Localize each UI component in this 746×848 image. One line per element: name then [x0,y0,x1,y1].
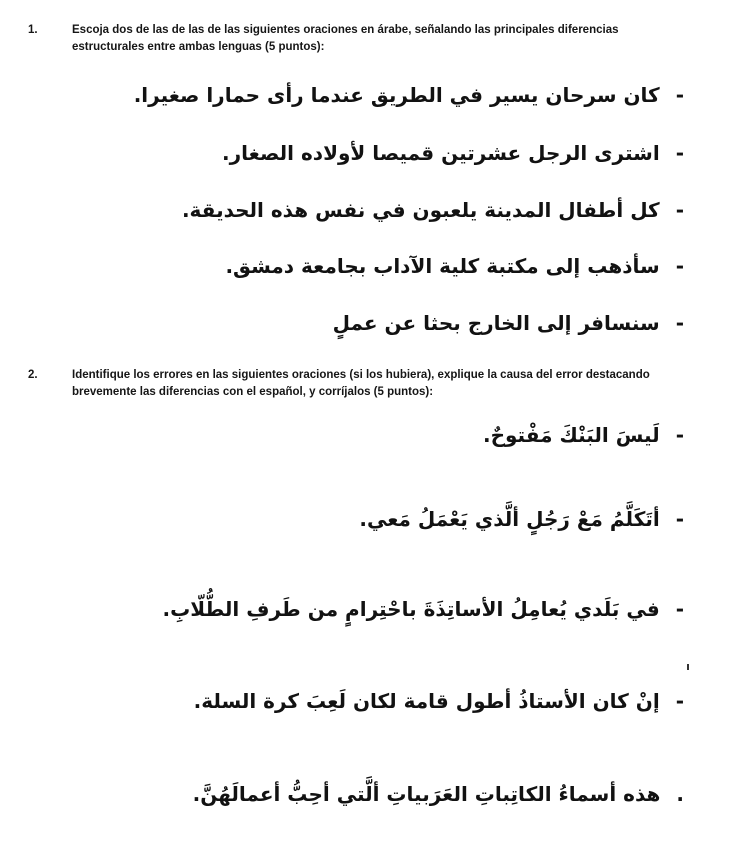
arabic-sentence: كل أطفال المدينة يلعبون في نفس هذه الحديقة. [181,198,660,222]
question-1-number: 1. [28,24,38,36]
list-dash: - [675,141,684,165]
q1-sentence-4 [225,251,684,281]
q1-sentence-3 [182,195,684,225]
list-dash: - [675,597,684,621]
arabic-sentence: لَيسَ البَنْكَ مَفْتوحٌ. [483,423,660,447]
arabic-sentence: أتَكَلَّمُ مَعْ رَجُلٍ ألَّذي يَعْمَلُ مَعي. [359,507,660,531]
arabic-sentence: في بَلَدي يُعامِلُ الأساتِذَةَ باحْتِرامٍ من طَرفِ الطُّلّابِ. [162,597,660,621]
list-dash: - [675,423,684,447]
question-2-prompt: Identifique los errores en las siguientes oraciones (si los hubiera), explique la causa del error destacando brevemente las diferencias con el español, y corríjalos (5 puntos): [72,369,650,398]
arabic-sentence: سنسافر إلى الخارج بحثا عن عملٍ [332,311,660,335]
arabic-sentence: اشترى الرجل عشرتين قميصا لأولاده الصغار. [222,141,660,165]
list-dash: - [675,507,684,531]
arabic-sentence: إنْ كان الأستاذُ أطول قامة لكان لَعِبَ كرة السلة. [193,689,660,713]
question-2-number: 2. [28,369,38,381]
list-dash: - [675,83,684,107]
arabic-sentence: هذه أسماءُ الكاتِباتِ العَرَبياتِ ألَّتي أحِبُّ أعمالَهُنَّ. [192,782,661,806]
q2-sentence-2 [359,504,684,534]
q2-sentence-3 [163,594,684,624]
q2-sentence-1 [483,420,684,450]
arabic-sentence: كان سرحان يسير في الطريق عندما رأى حمارا صغيرا. [133,83,660,107]
list-dash: - [675,689,684,713]
list-dash: - [675,311,684,335]
q1-sentence-1 [134,80,684,110]
list-dash: - [675,254,684,278]
q2-sentence-4 [194,686,684,716]
question-1-prompt: Escoja dos de las de las de las siguientes oraciones en árabe, señalando las principales diferencias estructurales entre ambas lenguas (5 puntos): [72,24,619,53]
list-dash: - [675,198,684,222]
arabic-sentence: سأذهب إلى مكتبة كلية الآداب بجامعة دمشق. [225,254,660,278]
stray-mark [687,664,689,670]
q2-sentence-5 [193,779,684,809]
list-dash: . [676,782,684,806]
q1-sentence-5 [333,308,684,338]
q1-sentence-2 [222,138,684,168]
